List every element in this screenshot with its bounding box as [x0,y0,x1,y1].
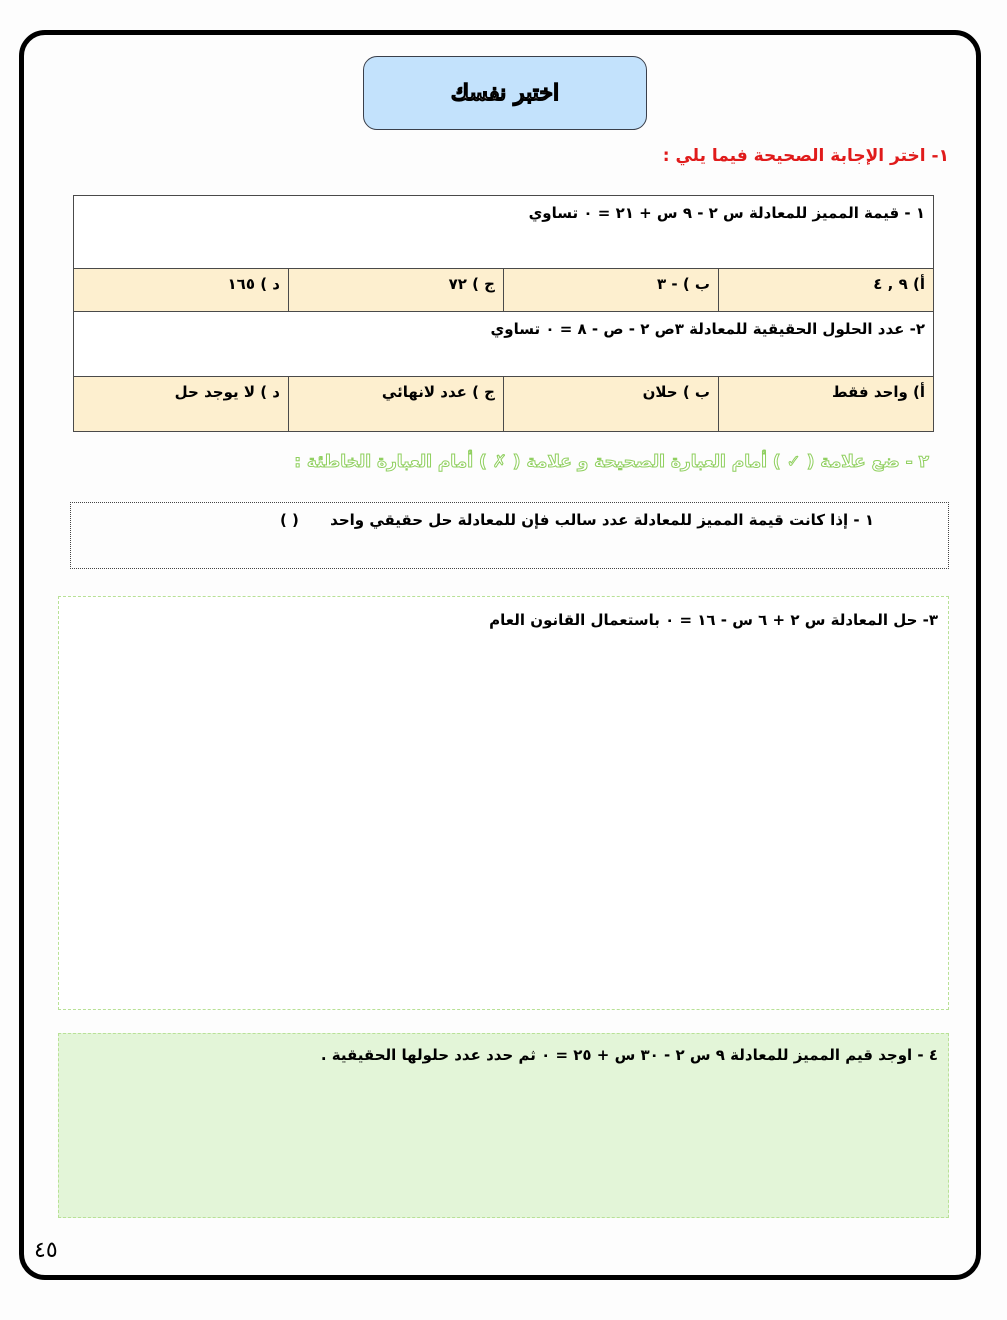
section1-heading: ١- اختر الإجابة الصحيحة فيما يلي : [662,146,949,166]
option-b[interactable]: ب ) - ٣ [504,269,719,312]
option-d[interactable]: د ) ١٦٥ [74,269,289,312]
section2-heading: ٢ - ضع علامة ( ✓ ) أمام العبارة الصحيحة و علامة ( ✗ ) أمام العبارة الخاطئة : [294,452,929,472]
question-4-text: ٤ - اوجد قيم المميز للمعادلة ٩ س ٢ - ٣٠ س + ٢٥ = ٠ ثم حدد عدد حلولها الحقيقية . [320,1046,938,1064]
option-a[interactable]: أ) واحد فقط [719,377,934,432]
question-3-text: ٣- حل المعادلة س ٢ + ٦ س - ١٦ = ٠ باستعمال القانون العام [489,611,938,629]
option-d[interactable]: د ) لا يوجد حل [74,377,289,432]
question-row [74,196,934,269]
option-b[interactable]: ب ) حلان [504,377,719,432]
question-3-box[interactable] [58,596,949,1010]
page-title: اختبر نفسك [450,80,560,106]
option-c[interactable]: ج ) عدد لانهائي [289,377,504,432]
question-4-box[interactable] [58,1033,949,1218]
page-number: ٤٥ [34,1238,58,1263]
option-c[interactable]: ج ) ٧٢ [289,269,504,312]
title-banner [363,56,647,130]
statement-text: ١ - إذا كانت قيمة المميز للمعادلة عدد سالب فإن للمعادلة حل حقيقي واحد [330,511,874,529]
true-false-statement-box [70,502,949,569]
options-row [74,269,934,312]
question-1-text: ١ - قيمة المميز للمعادلة س ٢ - ٩ س + ٢١ = ٠ تساوي [74,196,934,269]
answer-blank[interactable]: ( ) [279,511,299,529]
question-2-text: ٢- عدد الحلول الحقيقية للمعادلة ٣ص ٢ - ص - ٨ = ٠ تساوي [74,312,934,377]
options-row [74,377,934,432]
multiple-choice-table [73,195,934,432]
question-row [74,312,934,377]
option-a[interactable]: أ) ٩ , ٤ [719,269,934,312]
